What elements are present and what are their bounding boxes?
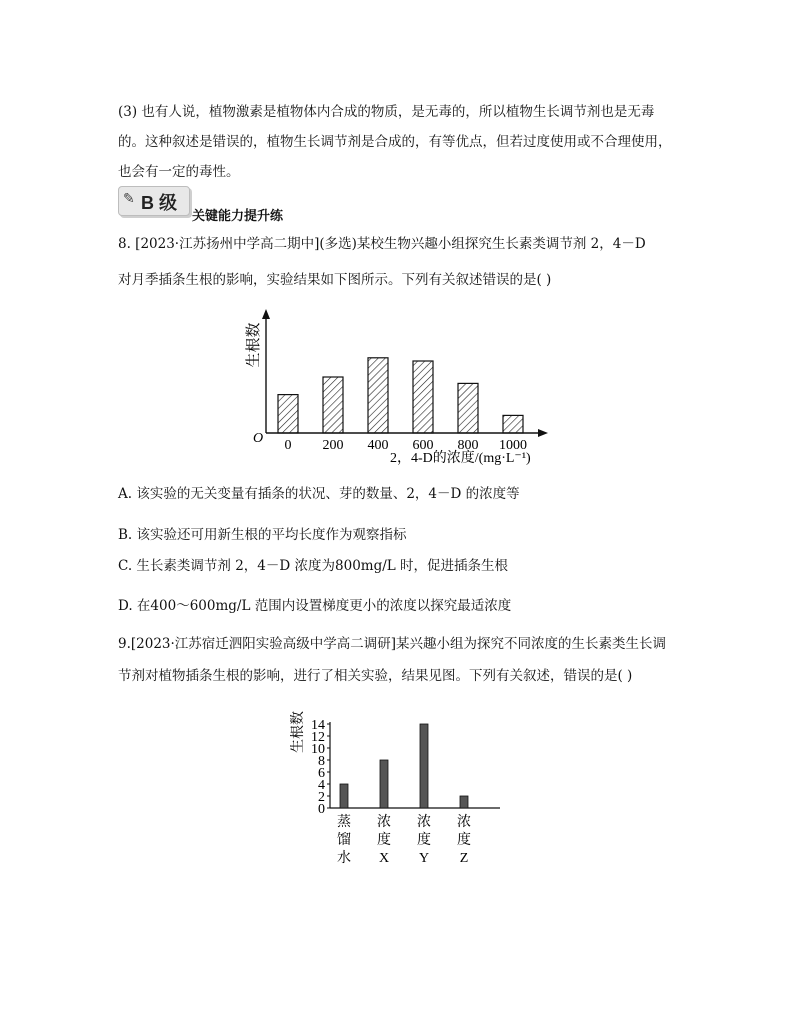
q9-line2: 节剂对植物插条生根的影响，进行了相关实验，结果见图。下列有关叙述，错误的是( ) — [118, 668, 633, 684]
chart1-bar — [278, 395, 298, 433]
chart1-bar — [323, 377, 343, 433]
chart1-bar — [368, 358, 388, 433]
chart1-bar — [503, 415, 523, 433]
chart1-y-arrow — [262, 309, 270, 319]
chart2-category-label: 浓 — [457, 815, 471, 830]
chart2-bar — [340, 784, 348, 808]
section-title: 关键能力提升练 — [192, 208, 284, 223]
para3-line1: (3) 也有人说，植物激素是植物体内合成的物质，是无毒的，所以植物生长调节剂也是无毒 — [118, 104, 655, 120]
q8-option-c: C. 生长素类调节剂 2，4－D 浓度为800mg/L 时，促进插条生根 — [118, 558, 509, 574]
chart1-tick-label: 200 — [322, 438, 344, 453]
q8-line1: 8. [2023·江苏扬州中学高二期中](多选)某校生物兴趣小组探究生长素类调节剂 2，4－D — [118, 236, 646, 252]
q8-option-b: B. 该实验还可用新生根的平均长度作为观察指标 — [118, 527, 407, 543]
chart1-x-arrow — [538, 429, 548, 437]
chart2-bar — [380, 760, 388, 808]
q9-line1: 9.[2023·江苏宿迁泗阳实验高级中学高二调研]某兴趣小组为探究不同浓度的生长素类生长调 — [118, 636, 667, 652]
chart1-ylabel: 生根数 — [246, 322, 262, 368]
para3-line2: 的。这种叙述是错误的，植物生长调节剂是合成的，有等优点，但若过度使用或不合理使用， — [118, 134, 672, 150]
chart1-xlabel: 2，4-D的浓度/(mg·L⁻¹) — [390, 451, 531, 465]
chart1-tick-label: 600 — [412, 438, 434, 453]
chart2-category-label: 浓 — [417, 815, 431, 830]
chart1-tick-label: 800 — [457, 438, 479, 453]
chart2-category-label: 浓 — [377, 815, 391, 830]
chart2-category-label: 蒸 — [337, 815, 351, 830]
chart2-ylabel: 生根数 — [291, 711, 306, 753]
q8-option-a: A. 该实验的无关变量有插条的状况、芽的数量、2，4－D 的浓度等 — [118, 486, 520, 502]
chart2-tick-label: 2 — [318, 790, 325, 805]
q8-option-d: D. 在400～600mg/L 范围内设置梯度更小的浓度以探究最适浓度 — [118, 598, 512, 614]
chart2-tick-label: 6 — [318, 766, 325, 781]
chart2-tick-label: 12 — [311, 730, 325, 745]
chart2-category-label: 度 — [457, 833, 471, 848]
chart2-tick-label: 10 — [311, 742, 325, 757]
badge-label: B 级 — [141, 193, 177, 213]
chart1-bar — [413, 361, 433, 433]
chart2-category-label: Y — [418, 851, 430, 866]
chart-q8 — [240, 305, 560, 465]
chart-q9 — [290, 700, 510, 870]
chart2-category-label: 度 — [417, 833, 431, 848]
chart1-tick-label: 0 — [284, 438, 292, 453]
chart2-category-label: 度 — [377, 833, 391, 848]
chart1-bar — [458, 383, 478, 433]
chart2-tick-label: 0 — [318, 802, 325, 817]
chart2-category-label: 馏 — [337, 833, 351, 848]
chart2-bar — [420, 724, 428, 808]
chart1-tick-label: 400 — [367, 438, 389, 453]
chart2-category-label: Z — [459, 851, 469, 866]
chart2-category-label: 水 — [337, 851, 351, 866]
chart1-tick-label: 1000 — [499, 438, 527, 453]
q8-line2: 对月季插条生根的影响，实验结果如下图所示。下列有关叙述错误的是( ) — [118, 272, 552, 288]
chart2-category-label: X — [378, 851, 390, 866]
pencil-icon: ✎ — [123, 191, 135, 207]
chart1-origin: O — [253, 431, 264, 446]
chart2-tick-label: 8 — [318, 754, 325, 769]
chart2-tick-label: 4 — [318, 778, 325, 793]
chart2-tick-label: 14 — [311, 718, 325, 733]
section-badge — [118, 186, 190, 216]
para3-line3: 也会有一定的毒性。 — [118, 164, 240, 180]
chart2-bar — [460, 796, 468, 808]
